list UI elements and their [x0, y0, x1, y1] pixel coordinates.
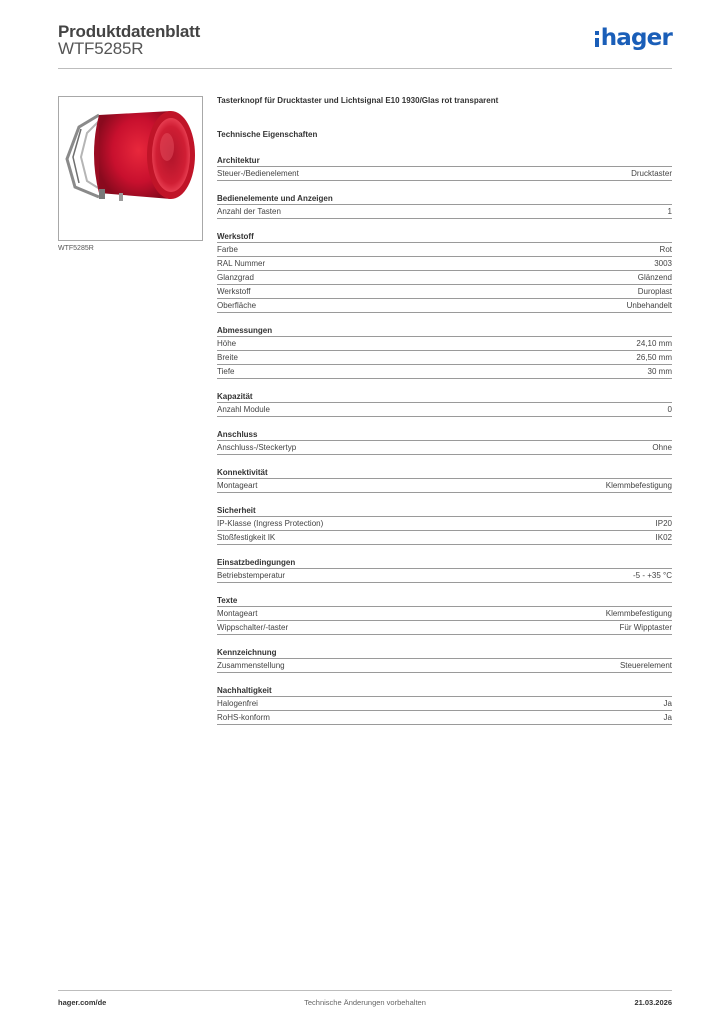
property-group	[217, 325, 672, 379]
property-row	[217, 569, 672, 583]
property-group	[217, 429, 672, 455]
property-row	[217, 697, 672, 711]
footer-divider	[58, 990, 672, 991]
property-row	[217, 285, 672, 299]
property-group	[217, 505, 672, 545]
property-value: 3003	[654, 259, 672, 268]
property-value: Drucktaster	[631, 169, 672, 178]
property-group	[217, 557, 672, 583]
property-value: Klemmbefestigung	[605, 609, 672, 618]
property-row	[217, 441, 672, 455]
property-value: Unbehandelt	[626, 301, 672, 310]
property-label: Farbe	[217, 245, 238, 254]
property-label: Werkstoff	[217, 287, 251, 296]
product-description: Tasterknopf für Drucktaster und Lichtsignal E10 1930/Glas rot transparent	[217, 96, 499, 105]
property-label: Höhe	[217, 339, 237, 348]
group-title: Kapazität	[217, 391, 672, 403]
footer-note: Technische Änderungen vorbehalten	[304, 998, 426, 1007]
property-group	[217, 231, 672, 313]
footer-date: 21.03.2026	[634, 998, 672, 1007]
property-group	[217, 391, 672, 417]
group-title: Bedienelemente und Anzeigen	[217, 193, 672, 205]
property-row	[217, 365, 672, 379]
property-group	[217, 155, 672, 181]
property-label: Montageart	[217, 481, 258, 490]
document-title: Produktdatenblatt	[58, 22, 201, 41]
property-label: Breite	[217, 353, 238, 362]
property-value: 30 mm	[647, 367, 672, 376]
property-value: IP20	[655, 519, 672, 528]
group-title: Architektur	[217, 155, 672, 167]
property-value: IK02	[655, 533, 672, 542]
property-value: Klemmbefestigung	[605, 481, 672, 490]
property-row	[217, 607, 672, 621]
property-value: Ja	[663, 699, 672, 708]
property-row	[217, 271, 672, 285]
property-group	[217, 193, 672, 219]
property-value: -5 - +35 °C	[633, 571, 672, 580]
page-header	[58, 20, 672, 70]
property-value: 0	[667, 405, 672, 414]
page-footer	[58, 998, 672, 1010]
property-value: 26,50 mm	[636, 353, 672, 362]
group-title: Werkstoff	[217, 231, 672, 243]
property-row	[217, 167, 672, 181]
property-row	[217, 621, 672, 635]
property-label: Anschluss-/Steckertyp	[217, 443, 297, 452]
property-row	[217, 351, 672, 365]
property-row	[217, 243, 672, 257]
property-label: Wippschalter/-taster	[217, 623, 289, 632]
footer-website[interactable]: hager.com/de	[58, 998, 107, 1007]
property-label: Betriebstemperatur	[217, 571, 286, 580]
group-title: Konnektivität	[217, 467, 672, 479]
property-row	[217, 531, 672, 545]
hager-logo	[595, 26, 672, 56]
property-value: 24,10 mm	[636, 339, 672, 348]
group-title: Nachhaltigkeit	[217, 685, 672, 697]
group-title: Texte	[217, 595, 672, 607]
section-title: Technische Eigenschaften	[217, 130, 318, 139]
property-value: Steuerelement	[619, 661, 672, 670]
property-row	[217, 479, 672, 493]
property-value: Rot	[659, 245, 672, 254]
group-title: Abmessungen	[217, 325, 672, 337]
property-label: RoHS-konform	[217, 713, 270, 722]
property-row	[217, 299, 672, 313]
property-row	[217, 711, 672, 725]
property-row	[217, 337, 672, 351]
group-title: Kennzeichnung	[217, 647, 672, 659]
group-title: Einsatzbedingungen	[217, 557, 672, 569]
property-value: 1	[667, 207, 672, 216]
group-title: Anschluss	[217, 429, 672, 441]
property-label: Glanzgrad	[217, 273, 254, 282]
property-label: Halogenfrei	[217, 699, 258, 708]
property-groups	[217, 155, 672, 725]
product-image	[58, 96, 203, 241]
property-group	[217, 595, 672, 635]
property-value: Glänzend	[637, 273, 672, 282]
property-label: Anzahl der Tasten	[217, 207, 281, 216]
property-label: Tiefe	[217, 367, 235, 376]
property-label: Stoßfestigkeit IK	[217, 533, 276, 542]
property-row	[217, 517, 672, 531]
group-title: Sicherheit	[217, 505, 672, 517]
property-value: Ohne	[652, 443, 672, 452]
property-label: Montageart	[217, 609, 258, 618]
property-row	[217, 205, 672, 219]
logo-text: hager	[600, 25, 672, 51]
property-row	[217, 257, 672, 271]
property-label: RAL Nummer	[217, 259, 266, 268]
property-value: Duroplast	[637, 287, 672, 296]
logo-mark-icon	[595, 31, 599, 50]
header-divider	[58, 68, 672, 69]
property-row	[217, 659, 672, 673]
property-label: Steuer-/Bedienelement	[217, 169, 299, 178]
property-label: Anzahl Module	[217, 405, 270, 414]
property-label: IP-Klasse (Ingress Protection)	[217, 519, 324, 528]
product-number: WTF5285R	[58, 39, 144, 58]
property-value: Ja	[663, 713, 672, 722]
property-label: Zusammenstellung	[217, 661, 285, 670]
push-button-cap-icon	[59, 97, 203, 241]
properties-panel	[217, 96, 672, 725]
property-group	[217, 647, 672, 673]
property-row	[217, 403, 672, 417]
property-group	[217, 467, 672, 493]
property-group	[217, 685, 672, 725]
property-value: Für Wipptaster	[619, 623, 672, 632]
image-caption: WTF5285R	[58, 245, 94, 252]
property-label: Oberfläche	[217, 301, 257, 310]
